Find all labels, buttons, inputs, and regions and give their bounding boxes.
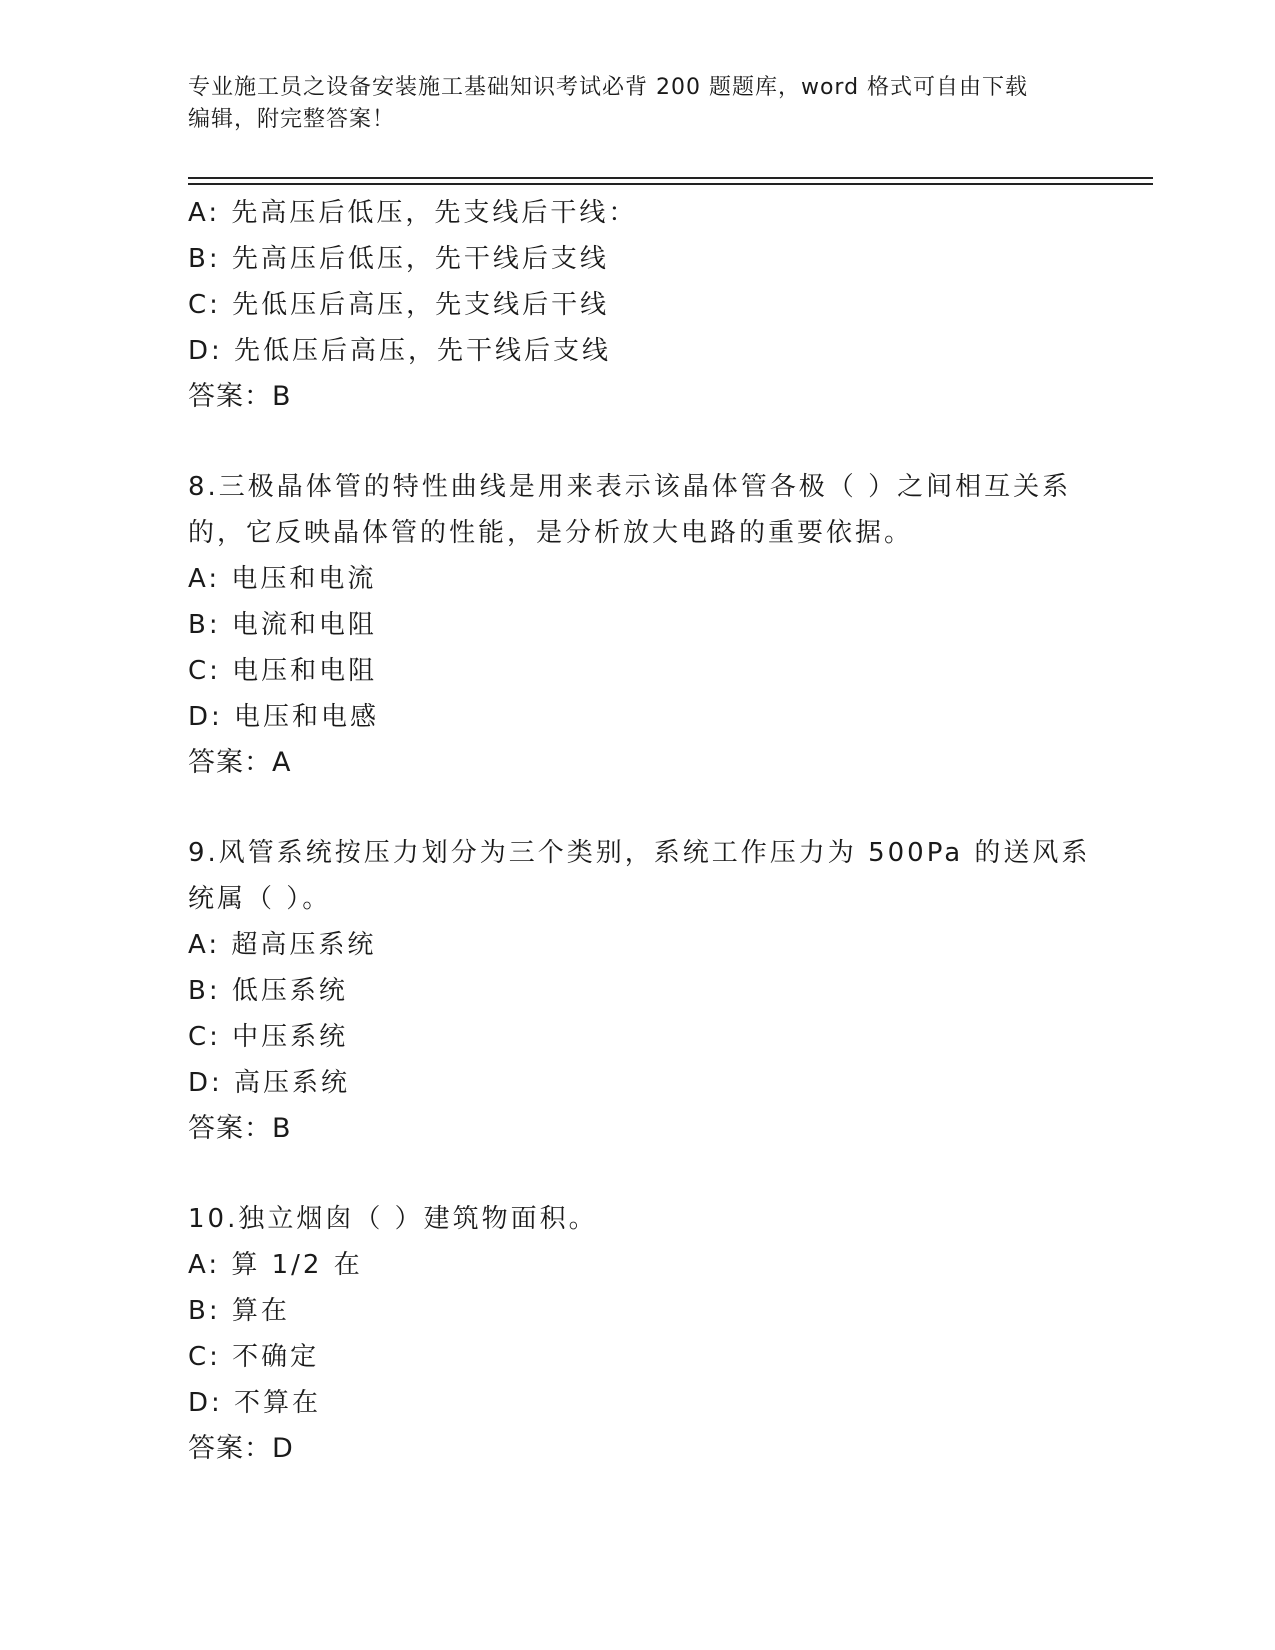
option-c: C: 中压系统 — [188, 1022, 349, 1052]
question-9 — [188, 830, 1091, 1152]
header-divider-top — [188, 177, 1153, 179]
question-stem-continued: 统属（ ）。 — [188, 884, 332, 914]
header-divider-bottom — [188, 183, 1153, 185]
question-10 — [188, 1196, 1088, 1472]
option-d: D: 电压和电感 — [188, 702, 380, 732]
question-7 — [188, 190, 1088, 420]
header-title-line-1: 专业施工员之设备安装施工基础知识考试必背 200 题题库，word 格式可自由下载 — [188, 75, 1029, 100]
answer: 答案：D — [188, 1433, 294, 1464]
option-a: A: 超高压系统 — [188, 930, 377, 960]
option-c: C: 先低压后高压，先支线后干线 — [188, 290, 610, 320]
option-a: A: 电压和电流 — [188, 564, 377, 594]
option-d: D: 高压系统 — [188, 1068, 351, 1098]
option-a: A: 算 1/2 在 — [188, 1250, 363, 1280]
answer: 答案：B — [188, 381, 292, 412]
option-c: C: 不确定 — [188, 1342, 320, 1372]
option-b: B: 电流和电阻 — [188, 610, 377, 640]
question-stem: 8.三极晶体管的特性曲线是用来表示该晶体管各极（ ）之间相互关系 — [188, 472, 1072, 502]
option-b: B: 算在 — [188, 1296, 290, 1326]
question-8 — [188, 464, 1088, 786]
option-d: D: 不算在 — [188, 1388, 322, 1418]
question-stem-continued: 的，它反映晶体管的性能，是分析放大电路的重要依据。 — [188, 518, 914, 548]
option-b: B: 低压系统 — [188, 976, 348, 1006]
answer: 答案：B — [188, 1113, 292, 1144]
header-title-line-2: 编辑，附完整答案！ — [188, 107, 396, 132]
answer: 答案：A — [188, 747, 292, 778]
option-d: D: 先低压后高压，先干线后支线 — [188, 336, 612, 366]
option-a: A: 先高压后低压，先支线后干线： — [188, 198, 638, 228]
option-b: B: 先高压后低压，先干线后支线 — [188, 244, 609, 274]
option-c: C: 电压和电阻 — [188, 656, 378, 686]
question-stem: 10.独立烟囱（ ）建筑物面积。 — [188, 1204, 598, 1234]
question-list — [188, 190, 1091, 1472]
document-header — [188, 72, 1088, 136]
question-stem: 9.风管系统按压力划分为三个类别，系统工作压力为 500Pa 的送风系 — [188, 838, 1091, 868]
